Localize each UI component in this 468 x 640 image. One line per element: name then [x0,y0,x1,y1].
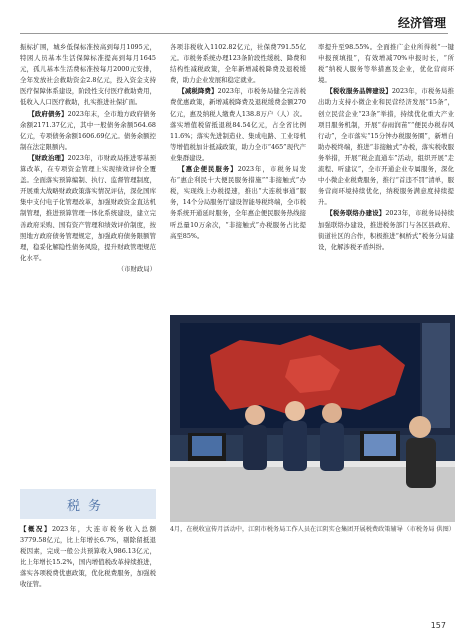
paragraph: 2023年末，全市地方政府债务余额2171.37亿元，其中一般债务余额564.68亿元，专项债务余额1606.69亿元。债务余额控制在法定限额内。 [20,109,157,151]
header-divider [20,33,448,34]
paragraph: 2023年，市税务局发布“惠企利民十大便民服务措施”“非接触式”办税，实现线上办税提速，推出“大连税事通”服务，14个分局服务厅建设智能导税终端，全市税务系统开通延时服务，全年惠企便民服务热线接听总量10万余次，“非接触式”办税服务占比提高至85%。 [170,165,307,240]
caption-text: 4月，在税收宣传月活动中，江阴市税务局工作人员在江阴实仓集团开展税费政策辅导 [170,526,403,533]
paragraph: 2023年，市税务局持续加强联络办建设，推进税务部门与各区县政府、街道社区的合作，积极推进“枫桥式”税务分局建设，化解涉税矛盾纠纷。 [318,209,454,251]
section-heading-tax-reduction: 【减税降费】 [178,87,218,96]
paragraph: 率提升至98.55%。全面推广企业所得税“一键申报预填报”，有效增减70%申报时长，“所税”纳税人服务等举措惠及企业，优化营商环境。 [318,43,454,85]
source-attribution: （市财政局） [117,264,156,273]
page-number: 157 [430,621,446,630]
news-photo [170,315,455,522]
running-header-title: 经济管理 [397,16,446,30]
column-1 [20,42,156,275]
column-2 [170,42,306,242]
paragraph: 2023年，市财政局推进零基预算改革，在专项资金管理上实现绩效评价全覆盖。全面落实预算编制、执行、监督管理制度，开展重大战略财政政策落实情况评估，深化国库集中支付电子化管理改革，加强财政资金直达机制管理，推进预算管理一体化系统建设，建立完善政府采购、国有资产管理和绩效评价制度，按照地方政府债务管理规定，加强政府债务限额管理，稳妥化解隐性债务风险，提升财政管理规范化水平。 [20,153,157,262]
section-heading-government-debt: 【政府债务】 [28,109,68,118]
section-heading-liaison-office: 【税务联络办建设】 [326,209,386,218]
paragraph: 2023年，市税务局健全完善税费优惠政策，新增减税降费及退税缓费金额270亿元，惠及纳税人缴费人138.8万户（人）次。落实增值税留抵退税84.54亿元，占全省比例11.6%；落实先进制造业、集成电路、工业母机等增值税加计抵减政策，助力全市“465”现代产业集群建设。 [170,87,307,162]
section-banner-tax [20,489,156,519]
section-heading-overview: 【概况】 [20,525,52,533]
banner-title: 税务 [66,498,109,514]
photo-credit: （市税务局 供图） [403,526,455,533]
column-3 [318,42,454,312]
section-heading-convenience-services: 【惠企便民服务】 [178,165,238,174]
paragraph: 振标扩围，城乡低保标准按高到每月1095元，特困人员基本生活保障标准提高到每月1645元，孤儿基本生活费标准按每月2000元安排，全年发放社会救助资金2.8亿元，投入资金支持医疗保障体系建设，阶段性支付医疗救助费用，低收入人口医疗救助，扎实推进社保扩面。 [20,43,156,107]
paragraph: 各项非税收入1102.82亿元，社保费791.55亿元。市税务系统办理123条阶段性缓税、降费和结构性减税政策，全年新增减税降费及退税缓费，助力企业发展和稳定就业。 [170,43,306,85]
section-heading-fiscal-governance: 【财政治理】 [28,153,68,162]
paragraph: 2023年，市税务局推出助力支持小微企业和民营经济发展“15条”，创立民营企业“23条”举措，持续优化重大产业项目服务机制，开展“春雨润苗”“便民办税春风行动”，全市落实“15分钟办税服务圈”，新增自助办税终端，推进“非接触式”办税，落实税收服务举措，开展“税企直通车”活动，组织开展“走流程、听建议”，全市开通企业专属服务，深化中小微企业税费服务，推行“首违不罚”清单，服务营商环境持续优化，纳税服务满意度持续提升。 [318,87,454,207]
column-1-continued [20,524,156,591]
paragraph: 2023年，大连市税务收入总额3779.58亿元，比上年增长6.7%，剔除留抵退税因素，完成一般公共预算收入986.13亿元，比上年增长15.2%，国内增值税改革持续推进，落实各项税费优惠政策，优化税费服务，加强税收征管。 [20,525,157,589]
section-heading-brand-building: 【税收服务品牌建设】 [326,87,392,96]
photo-caption [170,525,455,536]
